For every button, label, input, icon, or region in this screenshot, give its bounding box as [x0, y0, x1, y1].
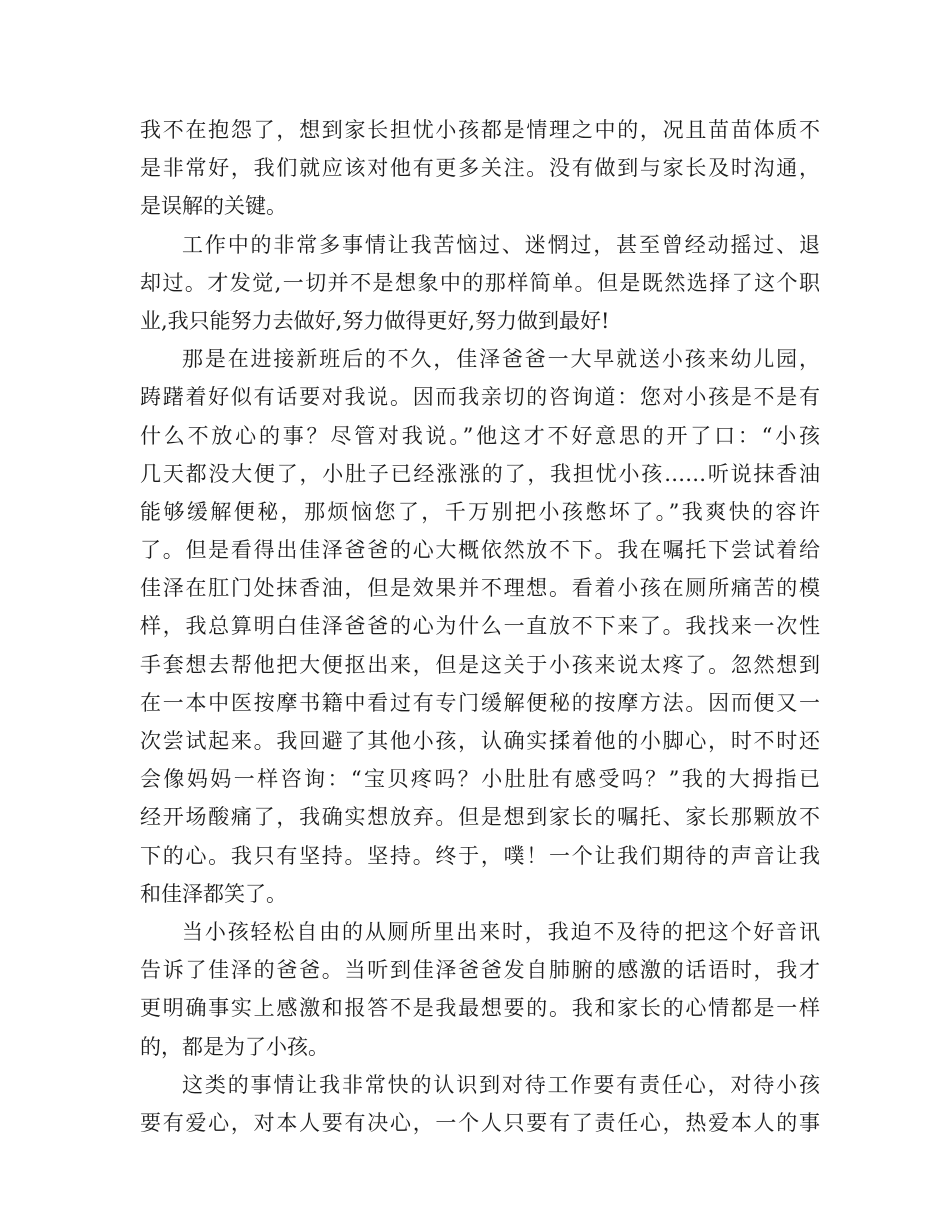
paragraph-3-line-3: 什么不放心的事？尽管对我说。”他这才不好意思的开了口：“小孩	[140, 423, 820, 448]
paragraph-3-line-1: 那是在进接新班后的不久，佳泽爸爸一大早就送小孩来幼儿园，	[182, 347, 820, 372]
paragraph-3-line-6: 了。但是看得出佳泽爸爸的心大概依然放不下。我在嘱托下尝试着给	[140, 538, 820, 563]
body-text	[140, 111, 820, 1142]
paragraph-1-line-3: 是误解的关键。	[140, 194, 287, 219]
paragraph-5-line-1: 这类的事情让我非常快的认识到对待工作要有责任心，对待小孩	[182, 1072, 820, 1097]
paragraph-3-line-10: 在一本中医按摩书籍中看过有专门缓解便秘的按摩方法。因而便又一	[140, 690, 820, 715]
paragraph-3-line-11: 次尝试起来。我回避了其他小孩，认确实揉着他的小脚心，时不时还	[140, 729, 820, 753]
paragraph-3-line-14: 下的心。我只有坚持。坚持。终于，噗！一个让我们期待的声音让我	[140, 843, 820, 868]
paragraph-4-line-2: 告诉了佳泽的爸爸。当听到佳泽爸爸发自肺腑的感激的话语时，我才	[140, 958, 820, 983]
paragraph-4-line-1: 当小孩轻松自由的从厕所里出来时，我迫不及待的把这个好音讯	[182, 919, 820, 944]
paragraph-2-line-2: 却过。才发觉,一切并不是想象中的那样简单。但是既然选择了这个职	[140, 270, 820, 295]
paragraph-3-line-4: 几天都没大便了，小肚子已经涨涨的了，我担忧小孩……听说抹香油	[140, 461, 820, 486]
paragraph-2-line-1: 工作中的非常多事情让我苦恼过、迷惘过，甚至曾经动摇过、退	[182, 232, 820, 257]
paragraph-5-line-2: 要有爱心，对本人要有决心，一个人只要有了责任心，热爱本人的事	[140, 1110, 820, 1135]
paragraph-4-line-3: 更明确事实上感激和报答不是我最想要的。我和家长的心情都是一样	[140, 996, 820, 1021]
paragraph-3-line-8: 样，我总算明白佳泽爸爸的心为什么一直放不下来了。我找来一次性	[140, 614, 820, 639]
paragraph-1-line-1: 我不在抱怨了，想到家长担忧小孩都是情理之中的，况且苗苗体质不	[140, 118, 820, 142]
paragraph-3-line-5: 能够缓解便秘，那烦恼您了，千万别把小孩憋坏了。”我爽快的容许	[140, 499, 820, 524]
paragraph-3-line-7: 佳泽在肛门处抹香油，但是效果并不理想。看着小孩在厕所痛苦的模	[140, 576, 820, 601]
paragraph-3-line-2: 踌躇着好似有话要对我说。因而我亲切的咨询道：您对小孩是不是有	[140, 385, 820, 410]
paragraph-2-line-3: 业,我只能努力去做好,努力做得更好,努力做到最好!	[140, 308, 610, 333]
paragraph-3-line-15: 和佳泽都笑了。	[140, 881, 287, 906]
paragraph-3-line-12: 会像妈妈一样咨询：“宝贝疼吗？小肚肚有感受吗？”我的大拇指已	[140, 767, 820, 792]
paragraph-1-line-2: 是非常好，我们就应该对他有更多关注。没有做到与家长及时沟通，	[140, 156, 820, 181]
paragraph-3-line-13: 经开场酸痛了，我确实想放弃。但是想到家长的嘱托、家长那颗放不	[140, 805, 820, 830]
paragraph-3-line-9: 手套想去帮他把大便抠出来，但是这关于小孩来说太疼了。忽然想到	[140, 652, 820, 677]
paragraph-4-line-4: 的，都是为了小孩。	[140, 1034, 329, 1059]
